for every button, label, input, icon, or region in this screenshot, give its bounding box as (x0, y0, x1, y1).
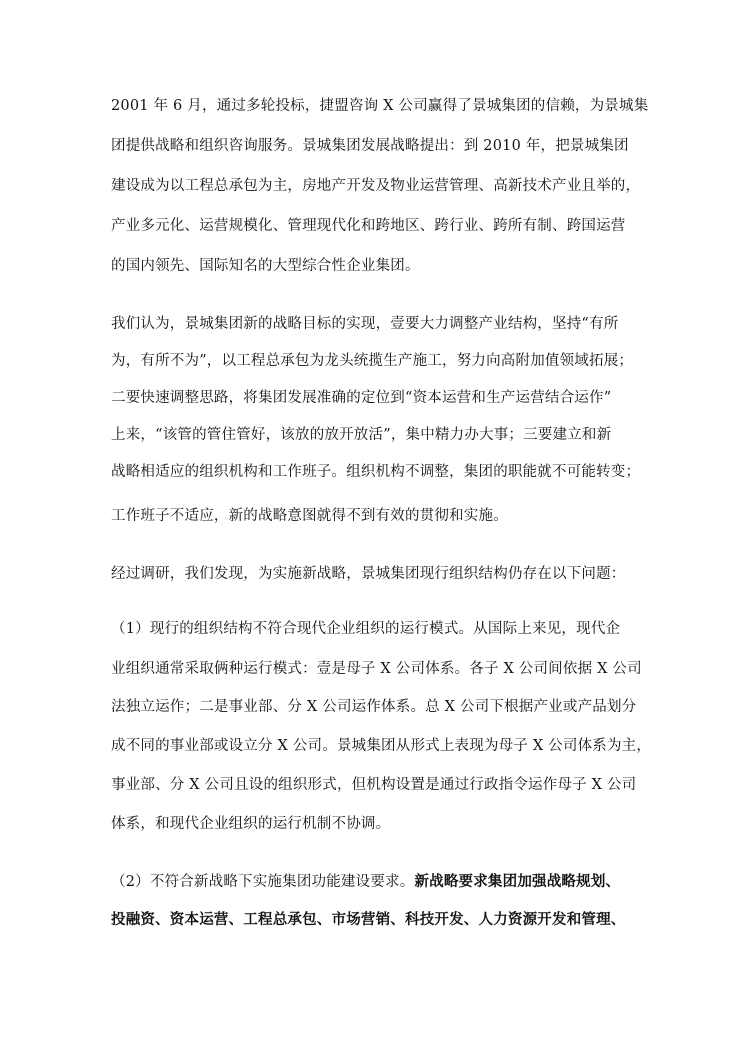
paragraph-1-line-5: 的国内领先、国际知名的大型综合性企业集团。 (111, 258, 420, 274)
paragraph-1-line-1: 2001 年 6 月，通过多轮投标，捷盟咨询 X 公司赢得了景城集团的信赖，为景城集 (111, 98, 649, 114)
paragraph-5-normal-text: （2）不符合新战略下实施集团功能建设要求。 (111, 874, 415, 890)
paragraph-2-line-1: 我们认为，景城集团新的战略目标的实现，壹要大力调整产业结构，坚持“有所 (111, 316, 619, 332)
paragraph-2-line-2: 为，有所不为”，以工程总承包为龙头统揽生产施工，努力向高附加值领域拓展； (111, 353, 634, 369)
paragraph-4-line-2: 业组织通常采取俩种运行模式：壹是母子 X 公司体系。各子 X 公司间依据 X 公司 (111, 661, 642, 677)
paragraph-1-line-4: 产业多元化、运营规模化、管理现代化和跨地区、跨行业、跨所有制、跨国运营 (111, 218, 626, 234)
paragraph-2-line-6: 工作班子不适应，新的战略意图就得不到有效的贯彻和实施。 (111, 508, 508, 524)
paragraph-2-line-5: 战略相适应的组织机构和工作班子。组织机构不调整，集团的职能就不可能转变； (111, 464, 641, 480)
paragraph-4-line-5: 事业部、分 X 公司且设的组织形式，但机构设置是通过行政指令运作母子 X 公司 (111, 777, 637, 793)
paragraph-4-line-3: 法独立运作；二是事业部、分 X 公司运作体系。总 X 公司下根据产业或产品划分 (111, 699, 637, 715)
paragraph-2-line-3: 二要快速调整思路，将集团发展准确的定位到“资本运营和生产运营结合运作” (111, 390, 612, 406)
paragraph-4-line-6: 体系，和现代企业组织的运行机制不协调。 (111, 816, 391, 832)
paragraph-1-line-2: 团提供战略和组织咨询服务。景城集团发展战略提出：到 2010 年，把景城集团 (111, 138, 629, 154)
paragraph-5-line-1 (111, 872, 636, 892)
paragraph-5-bold-text: 新战略要求集团加强战略规划、 (414, 873, 621, 890)
paragraph-3-line-1: 经过调研，我们发现，为实施新战略，景城集团现行组织结构仍存在以下问题： (111, 566, 626, 582)
paragraph-4-line-1: （1）现行的组织结构不符合现代企业组织的运行模式。从国际上来见，现代企 (111, 621, 621, 637)
paragraph-1-line-3: 建设成为以工程总承包为主，房地产开发及物业运营管理、高新技术产业且举的， (111, 178, 641, 194)
paragraph-4-line-4: 成不同的事业部或设立分 X 公司。景城集团从形式上表现为母子 X 公司体系为主， (111, 738, 652, 754)
paragraph-2-line-4: 上来，“该管的管住管好，该放的放开放活”，集中精力办大事；三要建立和新 (111, 427, 612, 443)
paragraph-5-line-2: 投融资、资本运营、工程总承包、市场营销、科技开发、人力资源开发和管理、 (111, 911, 626, 928)
